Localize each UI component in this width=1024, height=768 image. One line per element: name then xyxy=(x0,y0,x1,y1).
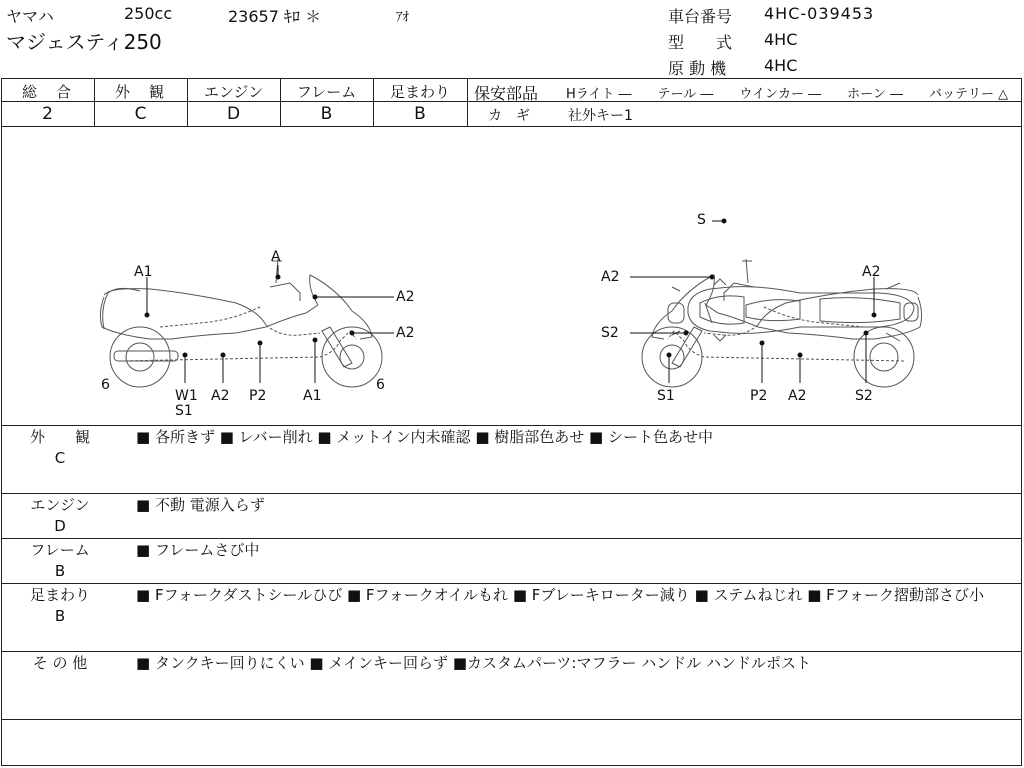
key-value: 社外キー1 xyxy=(568,108,633,124)
damage-label: P2 xyxy=(249,388,267,404)
grade-label: 足まわり xyxy=(389,83,450,101)
section-grade: D xyxy=(54,517,66,535)
grade-value: B xyxy=(414,104,426,124)
damage-label: A2 xyxy=(862,264,881,280)
safety-label: 保安部品 xyxy=(474,84,539,103)
type-label: 型 式 xyxy=(668,33,733,52)
damage-label: A2 xyxy=(396,289,415,305)
damage-label: W1 xyxy=(175,388,198,404)
grade-label: 外 観 xyxy=(114,83,166,101)
grade-sep-5 xyxy=(467,79,468,126)
model-name: マジェスティ250 xyxy=(6,30,162,54)
damage-label: A2 xyxy=(211,388,230,404)
displacement: 250cc xyxy=(124,4,173,23)
damage-label: A xyxy=(271,249,281,265)
section-head: 足まわり xyxy=(29,586,90,604)
grade-value: C xyxy=(134,104,147,124)
damage-label: A1 xyxy=(303,388,322,404)
damage-label: A2 xyxy=(788,388,807,404)
section-grade: B xyxy=(54,562,66,580)
grade-label: 総 合 xyxy=(21,83,73,101)
damage-label: S1 xyxy=(175,403,193,419)
key-label: カ ギ xyxy=(488,108,530,124)
grade-frame xyxy=(280,80,373,126)
section-grade: C xyxy=(54,449,66,467)
damage-label: 6 xyxy=(376,377,385,393)
section-head: フレーム xyxy=(30,541,90,559)
grade-label: エンジン xyxy=(203,83,264,101)
damage-label: A2 xyxy=(396,325,415,341)
grade-overall xyxy=(1,80,94,126)
engine-value: 4HC xyxy=(764,56,798,75)
safety-items: Hライト ― テール ― ウインカー ― ホーン ― バッテリー △ xyxy=(566,87,1009,102)
section-text: ■ タンクキー回りにくい ■ メインキー回らず ■カスタムパーツ:マフラー ハンドル ハンドルポスト xyxy=(136,654,811,672)
grade-label: フレーム xyxy=(296,83,357,101)
damage-label: A2 xyxy=(601,269,620,285)
section-head: そ の 他 xyxy=(32,654,88,672)
damage-label: A1 xyxy=(134,264,153,280)
section-head: 外 観 xyxy=(29,428,90,446)
section-text: ■ 各所きず ■ レバー削れ ■ メットイン内未確認 ■ 樹脂部色あせ ■ シート色あせ中 xyxy=(136,428,713,446)
grade-engine xyxy=(187,80,280,126)
type-value: 4HC xyxy=(764,30,798,49)
damage-label: 6 xyxy=(101,377,110,393)
section-head: エンジン xyxy=(30,496,90,514)
section-text: ■ フレームさび中 xyxy=(136,541,260,559)
engine-label: 原 動 機 xyxy=(668,59,727,78)
section-text: ■ 不動 電源入らず xyxy=(136,496,265,514)
frame-no-value: 4HC-039453 xyxy=(764,4,875,23)
grade-value: D xyxy=(226,104,241,124)
section-text: ■ Fフォークダストシールひび ■ Fフォークオイルもれ ■ Fブレーキローター減り ■ ステムねじれ ■ Fフォーク摺動部さび小 xyxy=(136,586,985,604)
grade-exterior xyxy=(94,80,187,126)
damage-label: S2 xyxy=(855,388,873,404)
frame-no-label: 車台番号 xyxy=(668,7,733,26)
mileage: 23657 ｷﾛ ＊ xyxy=(228,7,322,26)
section-grade: B xyxy=(54,607,66,625)
damage-label: P2 xyxy=(750,388,768,404)
color-value: ｱｵ xyxy=(396,10,409,25)
damage-label: S1 xyxy=(657,388,675,404)
grade-value: 2 xyxy=(42,104,53,124)
grade-value: B xyxy=(320,104,333,124)
damage-label: S xyxy=(697,212,706,228)
maker-name: ヤマハ xyxy=(6,7,54,26)
damage-label: S2 xyxy=(601,325,619,341)
section-divider xyxy=(1,719,1022,720)
grade-suspension xyxy=(373,80,467,126)
